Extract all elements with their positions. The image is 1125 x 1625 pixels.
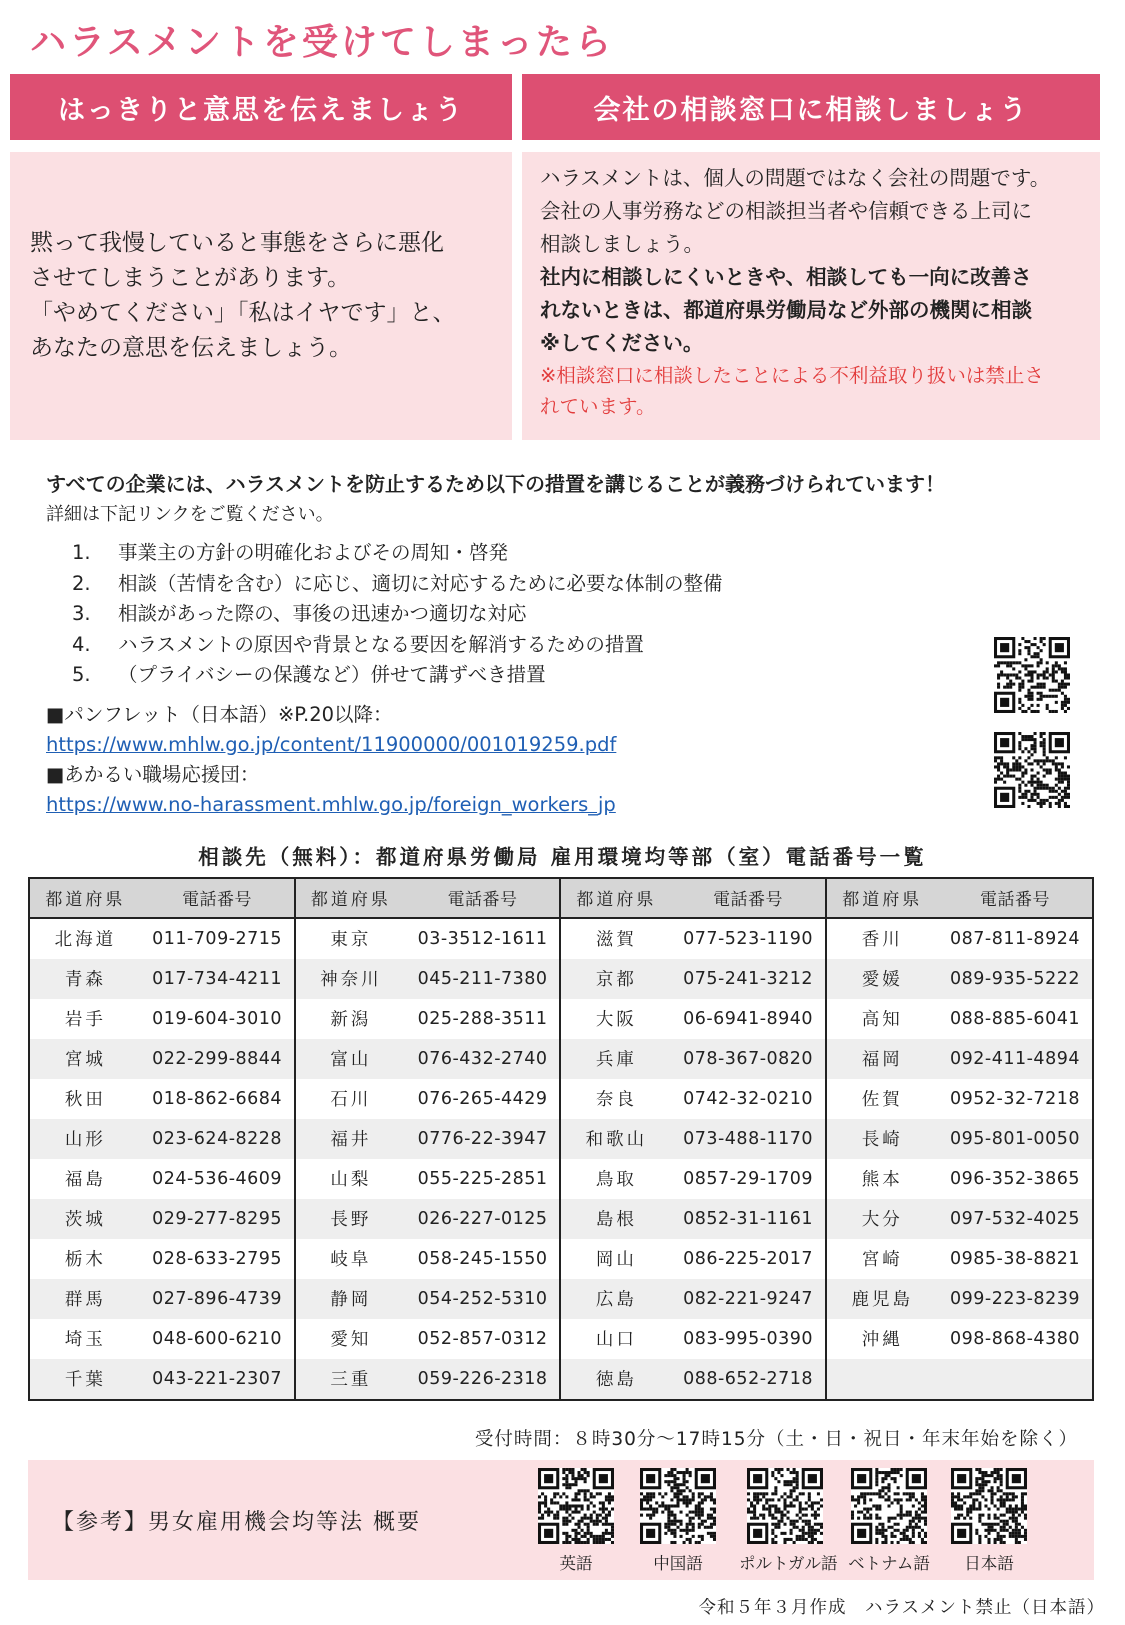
measure-item bbox=[72, 660, 723, 691]
left-advice-line: 「やめてください」「私はイヤです」と、 bbox=[30, 300, 456, 326]
table-row bbox=[30, 999, 294, 1039]
measure-text: 相談があった際の、事後の迅速かつ適切な対応 bbox=[118, 602, 527, 625]
prefecture-cell: 群馬 bbox=[64, 1290, 106, 1311]
prefecture-cell: 広島 bbox=[595, 1290, 637, 1311]
phone-column-header: 電話番号 bbox=[979, 890, 1050, 911]
phone-cell: 075-241-3212 bbox=[683, 968, 814, 989]
phone-cell: 0857-29-1709 bbox=[683, 1168, 814, 1189]
phone-cell: 03-3512-1611 bbox=[417, 928, 548, 949]
phone-column-header: 電話番号 bbox=[447, 890, 518, 911]
measure-text: ハラスメントの原因や背景となる要因を解消するための措置 bbox=[118, 632, 644, 656]
phone-cell: 073-488-1170 bbox=[683, 1128, 814, 1149]
qr-language-label: 英語 bbox=[559, 1554, 593, 1573]
prefecture-cell: 徳島 bbox=[595, 1370, 637, 1391]
table-row bbox=[561, 1199, 825, 1239]
table-row bbox=[296, 1239, 560, 1279]
prefecture-cell: 香川 bbox=[861, 930, 903, 951]
phone-cell: 0985-38-8821 bbox=[950, 1248, 1080, 1269]
right-advice-bold-line: 社内に相談しにくいときや、相談しても一向に改善さ bbox=[540, 265, 1032, 289]
reference-qr-english bbox=[530, 1468, 622, 1574]
reception-hours: 受付時間：８時30分～17時15分（土・日・祝日・年末年始を除く） bbox=[474, 1429, 1078, 1450]
prefecture-cell: 北海道 bbox=[54, 930, 117, 951]
reference-label: 【参考】男女雇用機会均等法 概要 bbox=[52, 1510, 421, 1535]
prefecture-cell: 山梨 bbox=[330, 1170, 372, 1191]
prefecture-cell: 京都 bbox=[595, 970, 637, 991]
right-advice-line: 会社の人事労務などの相談担当者や信頼できる上司に bbox=[540, 199, 1032, 223]
phone-cell: 088-885-6041 bbox=[950, 1008, 1080, 1029]
measure-item bbox=[72, 538, 723, 569]
prefecture-cell: 静岡 bbox=[330, 1290, 372, 1311]
measure-item bbox=[72, 569, 723, 600]
table-row bbox=[827, 1079, 1093, 1119]
qr-language-label: ベトナム語 bbox=[848, 1554, 930, 1573]
table-row bbox=[827, 1239, 1093, 1279]
prefecture-cell: 佐賀 bbox=[861, 1090, 903, 1111]
phone-column-header: 電話番号 bbox=[182, 890, 253, 911]
phone-cell: 019-604-3010 bbox=[152, 1008, 283, 1029]
qr-language-label: 中国語 bbox=[653, 1554, 703, 1573]
phone-table-header-row bbox=[296, 879, 560, 919]
prefecture-cell: 愛知 bbox=[330, 1330, 372, 1351]
prefecture-cell: 島根 bbox=[595, 1210, 637, 1231]
phone-cell: 089-935-5222 bbox=[950, 968, 1080, 989]
measure-number: 3. bbox=[72, 602, 91, 625]
table-row bbox=[296, 919, 560, 959]
phone-cell: 095-801-0050 bbox=[950, 1128, 1080, 1149]
phone-cell: 0852-31-1161 bbox=[683, 1208, 814, 1229]
table-row bbox=[296, 1199, 560, 1239]
measure-number: 2. bbox=[72, 571, 91, 595]
phone-cell: 0742-32-0210 bbox=[683, 1088, 814, 1109]
duty-subtext: 詳細は下記リンクをご覧ください。 bbox=[46, 504, 334, 525]
prefecture-cell: 和歌山 bbox=[585, 1130, 648, 1151]
phone-table-column bbox=[30, 879, 296, 1399]
prefecture-cell: 埼玉 bbox=[64, 1330, 106, 1351]
phone-cell: 088-652-2718 bbox=[683, 1368, 814, 1389]
prefecture-cell: 福岡 bbox=[861, 1050, 903, 1071]
akarui-qr-code bbox=[994, 732, 1070, 808]
measure-item bbox=[72, 630, 723, 661]
qr-language-label: ポルトガル語 bbox=[739, 1554, 838, 1573]
table-row bbox=[296, 1159, 560, 1199]
prefecture-cell: 愛媛 bbox=[861, 970, 903, 991]
phone-cell: 078-367-0820 bbox=[683, 1048, 814, 1069]
footer-note: 令和５年３月作成 ハラスメント禁止（日本語） bbox=[698, 1598, 1105, 1618]
table-row bbox=[561, 1359, 825, 1399]
reference-qr-vietnamese bbox=[843, 1468, 935, 1574]
phone-table-column bbox=[296, 879, 562, 1399]
prefecture-cell: 山口 bbox=[595, 1330, 637, 1351]
table-row bbox=[30, 1079, 294, 1119]
prefecture-cell: 岩手 bbox=[64, 1010, 106, 1031]
prefecture-cell: 鳥取 bbox=[595, 1170, 637, 1191]
prefecture-column-header: 都道府県 bbox=[576, 890, 657, 911]
prefecture-cell: 滋賀 bbox=[595, 930, 637, 951]
table-row bbox=[296, 1279, 560, 1319]
phone-cell: 029-277-8295 bbox=[152, 1208, 283, 1229]
qr-code-icon bbox=[994, 637, 1070, 713]
right-advice-panel bbox=[522, 152, 1100, 440]
prefecture-cell: 宮城 bbox=[64, 1050, 106, 1071]
table-row bbox=[30, 1039, 294, 1079]
prefecture-cell: 熊本 bbox=[861, 1170, 903, 1191]
phone-cell: 052-857-0312 bbox=[417, 1328, 548, 1349]
prefecture-cell: 東京 bbox=[330, 930, 372, 951]
measure-text: 事業主の方針の明確化およびその周知・啓発 bbox=[118, 541, 509, 564]
measure-text: 相談（苦情を含む）に応じ、適切に対応するために必要な体制の整備 bbox=[118, 571, 723, 595]
prefecture-cell: 山形 bbox=[64, 1130, 106, 1151]
phone-table-header-row bbox=[30, 879, 294, 919]
page-title: ハラスメントを受けてしまったら bbox=[30, 22, 614, 63]
table-row bbox=[827, 1319, 1093, 1359]
prefecture-cell: 大阪 bbox=[595, 1010, 637, 1031]
prefecture-cell: 宮崎 bbox=[861, 1250, 903, 1271]
prefecture-cell: 福島 bbox=[64, 1170, 106, 1191]
phone-table-column bbox=[827, 879, 1093, 1399]
phone-table-header-row bbox=[561, 879, 825, 919]
table-row bbox=[827, 999, 1093, 1039]
phone-cell: 077-523-1190 bbox=[683, 928, 814, 949]
table-row bbox=[296, 1119, 560, 1159]
table-row bbox=[827, 1279, 1093, 1319]
phone-cell: 083-995-0390 bbox=[683, 1328, 814, 1349]
phone-cell: 076-432-2740 bbox=[417, 1048, 548, 1069]
akarui-link[interactable]: https://www.no-harassment.mhlw.go.jp/foreign_workers_jp bbox=[46, 793, 616, 816]
prefecture-column-header: 都道府県 bbox=[842, 890, 923, 911]
table-row bbox=[561, 959, 825, 999]
right-advice-bold-line: れないときは、都道府県労働局など外部の機関に相談 bbox=[540, 298, 1032, 322]
table-row bbox=[827, 1359, 1093, 1399]
phone-cell: 092-411-4894 bbox=[950, 1048, 1080, 1069]
phone-cell: 097-532-4025 bbox=[950, 1208, 1080, 1229]
prefecture-cell: 神奈川 bbox=[320, 970, 382, 991]
table-row bbox=[296, 1039, 560, 1079]
phone-cell: 028-633-2795 bbox=[152, 1248, 283, 1269]
pamphlet-link[interactable]: https://www.mhlw.go.jp/content/11900000/001019259.pdf bbox=[46, 733, 617, 756]
qr-code-icon bbox=[538, 1468, 614, 1544]
right-advice-note-line: れています。 bbox=[540, 395, 656, 418]
table-row bbox=[561, 1279, 825, 1319]
phone-cell: 043-221-2307 bbox=[152, 1368, 283, 1389]
table-row bbox=[296, 1359, 560, 1399]
phone-cell: 023-624-8228 bbox=[152, 1128, 283, 1149]
phone-cell: 098-868-4380 bbox=[950, 1328, 1080, 1349]
phone-cell: 082-221-9247 bbox=[683, 1288, 814, 1309]
prefecture-cell: 茨城 bbox=[64, 1210, 106, 1231]
table-row bbox=[827, 1119, 1093, 1159]
reference-qr-chinese bbox=[632, 1468, 724, 1574]
phone-cell: 022-299-8844 bbox=[152, 1048, 283, 1069]
left-advice-line: あなたの意思を伝えましょう。 bbox=[30, 335, 352, 361]
qr-code-icon bbox=[994, 732, 1070, 808]
table-row bbox=[296, 1319, 560, 1359]
table-row bbox=[30, 1119, 294, 1159]
measure-text: （プライバシーの保護など）併せて講ずべき措置 bbox=[118, 663, 546, 686]
table-row bbox=[561, 1159, 825, 1199]
table-row bbox=[561, 1039, 825, 1079]
prefecture-cell: 兵庫 bbox=[595, 1050, 637, 1071]
right-section-header: 会社の相談窓口に相談しましょう bbox=[522, 74, 1100, 140]
phone-cell: 086-225-2017 bbox=[683, 1248, 814, 1269]
reference-qr-portuguese bbox=[739, 1468, 838, 1574]
table-row bbox=[827, 1039, 1093, 1079]
phone-cell: 045-211-7380 bbox=[417, 968, 548, 989]
phone-table-header-row bbox=[827, 879, 1093, 919]
prefecture-cell: 長崎 bbox=[861, 1130, 903, 1151]
phone-cell: 0952-32-7218 bbox=[950, 1088, 1080, 1109]
table-row bbox=[30, 1239, 294, 1279]
table-row bbox=[561, 999, 825, 1039]
right-advice-note-line: ※相談窓口に相談したことによる不利益取り扱いは禁止さ bbox=[540, 364, 1044, 387]
table-row bbox=[30, 959, 294, 999]
phone-cell: 027-896-4739 bbox=[152, 1288, 283, 1309]
left-advice-panel bbox=[10, 152, 512, 440]
left-advice-text bbox=[30, 226, 456, 366]
measure-number: 1. bbox=[72, 541, 91, 564]
phone-table bbox=[28, 877, 1094, 1401]
table-row bbox=[561, 1239, 825, 1279]
phone-cell: 096-352-3865 bbox=[950, 1168, 1080, 1189]
phone-cell: 076-265-4429 bbox=[417, 1088, 548, 1109]
right-advice-bold-line: ※してください。 bbox=[540, 331, 704, 355]
pamphlet-qr-code bbox=[994, 637, 1070, 713]
phone-cell: 054-252-5310 bbox=[417, 1288, 548, 1309]
links-section bbox=[46, 700, 616, 820]
table-row bbox=[827, 1159, 1093, 1199]
prefecture-cell: 大分 bbox=[861, 1210, 903, 1231]
qr-code-icon bbox=[951, 1468, 1027, 1544]
phone-cell: 025-288-3511 bbox=[417, 1008, 548, 1029]
prefecture-cell: 千葉 bbox=[64, 1370, 106, 1391]
prefecture-cell: 鹿児島 bbox=[851, 1290, 913, 1311]
phone-cell: 024-536-4609 bbox=[152, 1168, 283, 1189]
table-row bbox=[827, 959, 1093, 999]
table-row bbox=[296, 1079, 560, 1119]
right-advice-line: 相談しましょう。 bbox=[540, 232, 704, 256]
right-advice-line: ハラスメントは、個人の問題ではなく会社の問題です。 bbox=[540, 166, 1051, 190]
phone-cell: 06-6941-8940 bbox=[683, 1008, 814, 1029]
phone-cell: 099-223-8239 bbox=[950, 1288, 1080, 1309]
phone-column-header: 電話番号 bbox=[713, 890, 784, 911]
prefecture-cell: 岐阜 bbox=[330, 1250, 372, 1271]
table-row bbox=[30, 919, 294, 959]
prefecture-cell: 高知 bbox=[861, 1010, 903, 1031]
prefecture-cell: 岡山 bbox=[595, 1250, 637, 1271]
qr-language-label: 日本語 bbox=[964, 1554, 1014, 1573]
prefecture-cell: 石川 bbox=[330, 1090, 372, 1111]
table-row bbox=[30, 1319, 294, 1359]
phone-cell: 048-600-6210 bbox=[152, 1328, 283, 1349]
table-row bbox=[30, 1159, 294, 1199]
prefecture-column-header: 都道府県 bbox=[310, 890, 391, 911]
phone-cell: 059-226-2318 bbox=[417, 1368, 548, 1389]
table-row bbox=[561, 1079, 825, 1119]
prefecture-cell: 沖縄 bbox=[861, 1330, 903, 1351]
phone-cell: 0776-22-3947 bbox=[417, 1128, 548, 1149]
measures-list bbox=[72, 538, 723, 691]
prefecture-cell: 長野 bbox=[330, 1210, 372, 1231]
prefecture-cell: 三重 bbox=[330, 1370, 372, 1391]
prefecture-cell: 福井 bbox=[330, 1130, 372, 1151]
phone-cell: 055-225-2851 bbox=[417, 1168, 548, 1189]
qr-code-icon bbox=[747, 1468, 823, 1544]
prefecture-cell: 富山 bbox=[330, 1050, 372, 1071]
left-section-header: はっきりと意思を伝えましょう bbox=[10, 74, 512, 140]
table-row bbox=[30, 1359, 294, 1399]
phone-cell: 087-811-8924 bbox=[950, 928, 1080, 949]
phone-cell: 026-227-0125 bbox=[417, 1208, 548, 1229]
reference-qr-japanese bbox=[943, 1468, 1035, 1574]
prefecture-cell: 青森 bbox=[64, 970, 106, 991]
left-advice-line: させてしまうことがあります。 bbox=[30, 265, 351, 291]
measure-number: 5. bbox=[72, 663, 91, 686]
akarui-label: ■あかるい職場応援団： bbox=[46, 763, 260, 786]
table-row bbox=[296, 999, 560, 1039]
table-row bbox=[561, 1319, 825, 1359]
table-row bbox=[827, 919, 1093, 959]
left-advice-line: 黙って我慢していると事態をさらに悪化 bbox=[30, 230, 444, 256]
table-row bbox=[30, 1199, 294, 1239]
phone-cell: 018-862-6684 bbox=[152, 1088, 283, 1109]
prefecture-cell: 奈良 bbox=[595, 1090, 637, 1111]
duty-heading: すべての企業には、ハラスメントを防止するため以下の措置を講じることが義務づけられています！ bbox=[46, 472, 945, 496]
phone-table-title: 相談先（無料）：都道府県労働局 雇用環境均等部（室）電話番号一覧 bbox=[198, 845, 927, 869]
table-row bbox=[561, 1119, 825, 1159]
prefecture-column-header: 都道府県 bbox=[45, 890, 126, 911]
qr-code-icon bbox=[640, 1468, 716, 1544]
phone-cell: 011-709-2715 bbox=[152, 928, 283, 949]
qr-code-icon bbox=[851, 1468, 927, 1544]
pamphlet-label: ■パンフレット（日本語）※P.20以降： bbox=[46, 703, 393, 726]
measure-item bbox=[72, 599, 723, 630]
table-row bbox=[30, 1279, 294, 1319]
phone-cell: 058-245-1550 bbox=[417, 1248, 548, 1269]
phone-cell: 017-734-4211 bbox=[152, 968, 283, 989]
prefecture-cell: 新潟 bbox=[330, 1010, 372, 1031]
table-row bbox=[296, 959, 560, 999]
measure-number: 4. bbox=[72, 632, 91, 656]
table-row bbox=[561, 919, 825, 959]
prefecture-cell: 秋田 bbox=[64, 1090, 106, 1111]
table-row bbox=[827, 1199, 1093, 1239]
prefecture-cell: 栃木 bbox=[64, 1250, 106, 1271]
phone-table-column bbox=[561, 879, 827, 1399]
reference-section bbox=[28, 1460, 1094, 1580]
